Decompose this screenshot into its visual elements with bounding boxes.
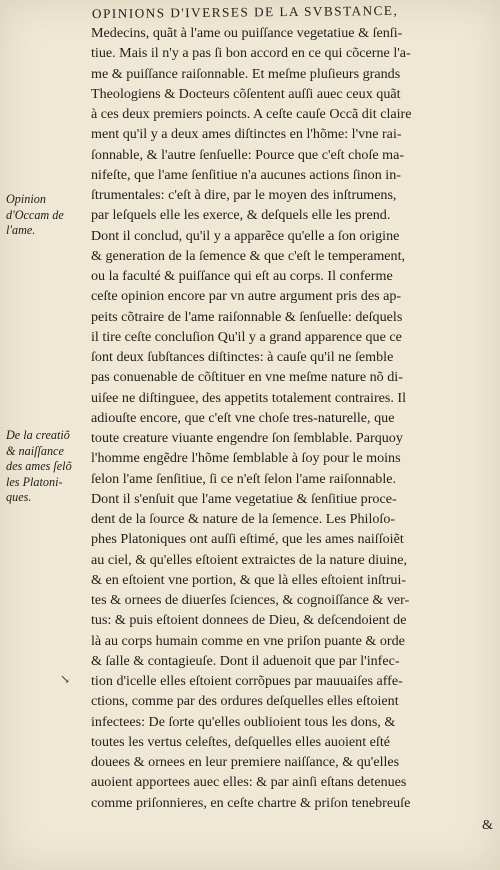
text-line: tes & ornees de diuerſes ſciences, & cognoiſſance & ver- [91,592,410,608]
text-line: Dont il conclud, qu'il y a apparẽce qu'elle a ſon origine [91,227,400,244]
ink-mark: ↘ [60,672,71,686]
text-line: auoient apportees auec elles: & par ainſi eſtans detenues [91,774,407,791]
text-line: l'homme engẽdre l'hõme ſemblable à ſoy pour le moins [91,450,401,467]
margin-note-line: des ames ſelõ [6,459,72,473]
text-line: tiue. Mais il n'y a pas ſi bon accord en ce qui cõcerne l'a- [91,45,411,62]
text-line: à ces deux premiers poincts. A ceſte cauſe Occã dit claire [91,106,412,122]
margin-note-line: De la creatiõ [6,428,70,442]
text-line: & en eſtoient vne portion, & que là elles eſtoient inſtrui- [91,571,407,588]
text-line: ctions, comme par des ordures deſquelles elles eſtoient [91,693,399,710]
text-line: infectees: De ſorte qu'elles oublioient tous les dons, & [91,713,396,730]
text-line: nifeſte, que l'ame ſenſitiue n'a aucunes actions ſinon in- [91,166,401,183]
text-line: Theologiens & Docteurs cõſentent auſſi auec ceux quãt [91,85,401,102]
text-line: ſont deux ſubſtances diſtinctes: à cauſe qu'il ne ſemble [91,349,394,365]
text-line: douees & ornees en leur premiere naiſſance, & qu'elles [91,754,400,770]
text-line: ſelon l'ame ſenſitiue, ſi ce n'eſt ſelon l'ame raiſonnable. [91,470,397,487]
text-line: ſonnable, & l'autre ſenſuelle: Pource que c'eſt choſe ma- [91,146,405,163]
body-text [91,23,493,835]
margin-note-line: l'ame. [6,223,36,237]
text-line: comme priſonnieres, en ceſte chartre & priſon tenebreuſe [91,794,411,811]
text-line: ment qu'il y a deux ames diſtinctes en l'hõme: l'vne rai- [91,126,402,143]
text-line: me & puiſſance raiſonnable. Et meſme pluſieurs grands [91,65,401,82]
text-line: au ciel, & qu'elles eſtoient extraictes de la nature diuine, [91,551,408,568]
text-line: uiſee ne diſtinguee, des appetits totalement contraires. Il [91,389,407,406]
text-line: toutes les vertus celeſtes, deſquelles elles auoient eſté [91,733,390,750]
text-line: Dont il s'enſuit que l'ame vegetatiue & ſenſitiue proce- [91,490,397,507]
catchword: & [482,816,493,833]
margin-note-line: & naiſſance [6,443,64,458]
margin-note-line: d'Occam de [6,207,64,222]
text-line: toute creature viuante engendre ſon ſemblable. Parquoy [91,430,403,446]
text-line: dent de la ſource & nature de la ſemence. Les Philoſo- [91,511,396,527]
margin-note-platonists [6,428,92,506]
text-line: tus: & puis eſtoient donnees de Dieu, & deſcendoient de [91,612,407,629]
text-line: là au corps humain comme en vne priſon puante & orde [91,632,405,649]
margin-note-occam [6,192,86,239]
text-line: & ſalle & contagieuſe. Dont il aduenoit que par l'infec- [91,652,400,669]
text-line: peits cõtraire de l'ame raiſonnable & ſenſuelle: deſquels [91,308,403,325]
text-line: & generation de la ſemence & que c'eſt le temperament, [91,247,406,264]
text-line: ſtrumentales: c'eſt à dire, par le moyen des inſtrumens, [91,187,397,203]
text-line: par leſquels elle les exerce, & deſquels elle les prend. [91,207,391,224]
text-line: Medecins, quãt à l'ame ou puiſſance vegetatiue & ſenſi- [91,25,403,41]
text-line: pas conuenable de cõſtituer en vne meſme nature nõ di- [91,369,403,386]
margin-note-line: ques. [6,490,32,504]
text-line: ceſte opinion encore par vn autre argument pris des ap- [91,288,402,305]
text-line: phes Platoniques ont auſſi eſtimé, que les ames naiſſoiẽt [91,531,404,548]
running-head: OPINIONS D'IVERSES DE LA SVBSTANCE, [91,2,399,22]
margin-note-line: Opinion [6,192,46,206]
text-line: adiouſte encore, que c'eſt vne choſe tres-naturelle, que [91,409,395,426]
text-line: il tire ceſte concluſion Qu'il y a grand apparence que ce [91,328,402,345]
text-line: tion d'icelle elles eſtoient corrõpues par mauuaiſes affe- [91,673,403,689]
text-line: ou la faculté & puiſſance qui eſt au corps. Il conferme [91,268,393,284]
margin-note-line: les Platoni- [6,474,63,489]
